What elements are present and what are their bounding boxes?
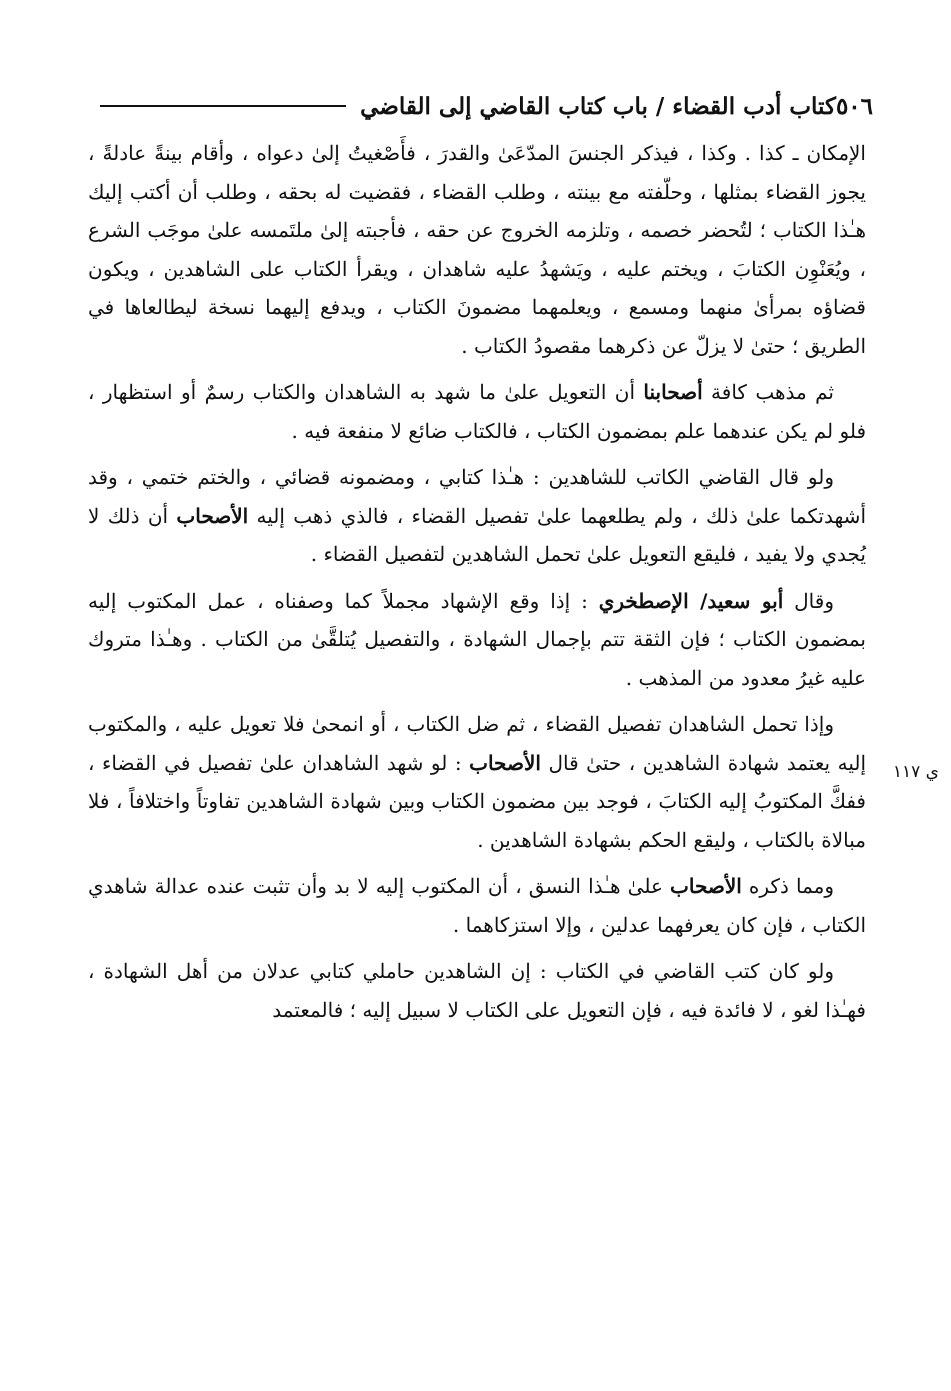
running-head — [86, 84, 873, 128]
paragraph — [88, 134, 866, 365]
body-text — [88, 134, 866, 1037]
paragraph — [88, 952, 866, 1029]
paragraph-text: الإمكان ـ كذا . وكذا ، فيذكر الجنسَ المدّعَىٰ والقدرَ ، فأَصْغيتُ إلىٰ دعواه ، وأقام بينةً عادلةً ، يجوز القضاء بمثلها ، وحلّفته مع بينته ، وطلب القضاء ، فقضيت له بحقه ، وطلب أن أكتب إليك هـٰذا الكتاب ؛ لتُحضر خصمه ، وتلزمه الخروج عن حقه ، فأجبته إلىٰ ملتَمسه علىٰ موجَب الشرع ، ويُعَنْوِن الكتابَ ، ويختم عليه ، ويَشهدُ عليه شاهدان ، ويقرأ الكتاب على الشاهدين ، ويكون قضاؤه بمرأىٰ منهما ومسمع ، ويعلمهما مضمونَ الكتاب ، ويدفع إليهما نسخة ليطالعاها في الطريق ؛ حتىٰ لا يزلّ عن ذكرهما مقصودُ الكتاب . — [88, 141, 866, 358]
paragraph — [88, 582, 866, 698]
paragraph-text: ولو قال القاضي الكاتب للشاهدين : هـٰذا كتابي ، ومضمونه قضائي ، والختم ختمي ، وقد أشهدتكما علىٰ ذلك ، ولم يطلعهما علىٰ تفصيل القضاء ، فالذي ذهب إليه — [88, 465, 866, 528]
paragraph-text: وقال — [783, 588, 834, 613]
bold-term: أصحابنا — [643, 380, 703, 404]
paragraph — [88, 373, 866, 450]
margin-manuscript-reference: ي ١١٧ — [892, 762, 939, 782]
paragraph — [88, 867, 866, 944]
paragraph-text: أن التعويل علىٰ ما شهد به الشاهدان والكتاب رسمٌ أو استظهار ، فلو لم يكن عندهما علم بمضمون الكتاب ، فالكتاب ضائع لا منفعة فيه . — [88, 380, 866, 443]
header-rule — [100, 105, 346, 107]
paragraph-text: ثم مذهب كافة — [702, 380, 834, 404]
paragraph-text: : إذا وقع الإشهاد مجملاً كما وصفناه ، عمل المكتوب إليه بمضمون الكتاب ؛ فإن الثقة تتم بإجمال الشهادة ، والتفصيل يُتلقَّىٰ من الكتاب . وهـٰذا متروك عليه غيرُ معدود من المذهب . — [88, 588, 866, 690]
paragraph-text: : لو شهد الشاهدان علىٰ تفصيل في القضاء ، ففكَّ المكتوبُ إليه الكتابَ ، فوجد بين مضمون الكتاب وبين شهادة الشاهدين تفاوتاً واختلافاً ، فلا مبالاة بالكتاب ، وليقع الحكم بشهادة الشاهدين . — [88, 750, 866, 852]
paragraph-text: ولو كان كتب القاضي في الكتاب : إن الشاهدين حاملي كتابي عدلان من أهل الشهادة ، فهـٰذا لغو ، لا فائدة فيه ، فإن التعويل على الكتاب لا سبيل إليه ؛ فالمعتمد — [88, 959, 866, 1022]
paragraph-text: علىٰ هـٰذا النسق ، أن المكتوب إليه لا بد وأن تثبت عنده عدالة شاهدي الكتاب ، فإن كان يعرفهما عدلين ، وإلا استزكاهما . — [88, 874, 866, 937]
paragraph-text: ومما ذكره — [741, 874, 834, 898]
running-title: كتاب أدب القضاء / باب كتاب القاضي إلى القاضي — [360, 92, 836, 120]
bold-term: الأصحاب — [670, 874, 742, 898]
paragraph-text: أن ذلك لا يُجدي ولا يفيد ، فليقع التعويل علىٰ تحمل الشاهدين لتفصيل القضاء . — [88, 503, 866, 566]
page-number: ٥٠٦ — [835, 92, 873, 120]
bold-term: أبو سعيد/ الإصطخري — [598, 588, 784, 613]
paragraph — [88, 458, 866, 574]
paragraph-text: وإذا تحمل الشاهدان تفصيل القضاء ، ثم ضل الكتاب ، أو انمحىٰ فلا تعويل عليه ، والمكتوب إليه يعتمد شهادة الشاهدين ، حتىٰ قال — [88, 712, 866, 775]
paragraph — [88, 705, 866, 859]
bold-term: الأصحاب — [176, 503, 249, 528]
bold-term: الأصحاب — [469, 750, 541, 775]
